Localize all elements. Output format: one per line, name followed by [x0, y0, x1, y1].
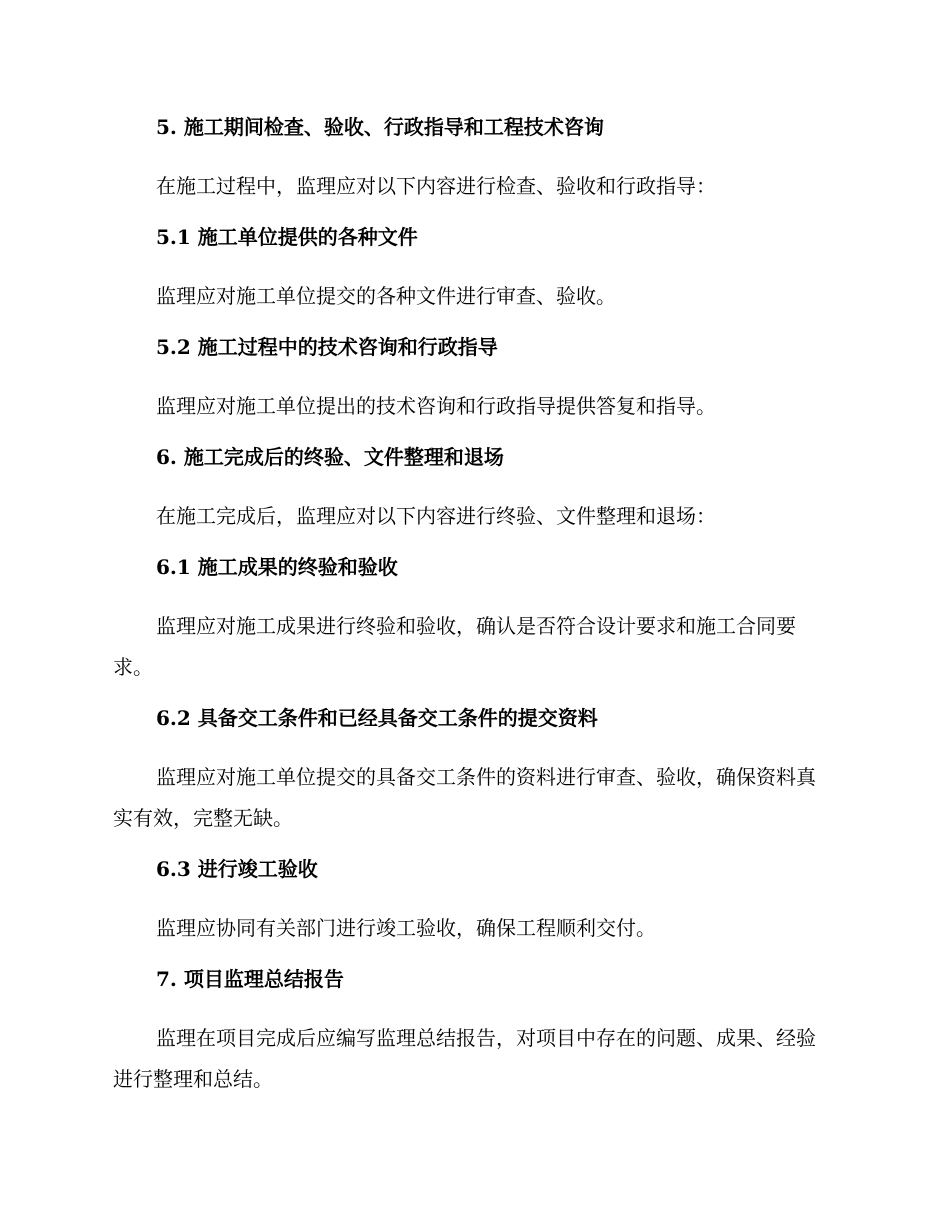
section-heading-5-2: 5.2 施工过程中的技术咨询和行政指导 — [156, 335, 498, 359]
document-body — [113, 111, 833, 1100]
paragraph: 监理在项目完成后应编写监理总结报告，对项目中存在的问题、成果、经验进行整理和总结。 — [113, 1026, 816, 1091]
section-heading-7: 7. 项目监理总结报告 — [156, 967, 344, 991]
section-heading-5-1: 5.1 施工单位提供的各种文件 — [156, 225, 418, 249]
paragraph: 在施工过程中，监理应对以下内容进行检查、验收和行政指导： — [156, 174, 716, 198]
paragraph: 监理应对施工成果进行终验和验收，确认是否符合设计要求和施工合同要求。 — [113, 614, 796, 679]
paragraph: 监理应对施工单位提交的各种文件进行审查、验收。 — [156, 284, 616, 308]
section-heading-6: 6. 施工完成后的终验、文件整理和退场 — [156, 445, 504, 469]
paragraph: 监理应对施工单位提出的技术咨询和行政指导提供答复和指导。 — [156, 394, 716, 418]
paragraph: 在施工完成后，监理应对以下内容进行终验、文件整理和退场： — [156, 504, 716, 528]
paragraph: 监理应对施工单位提交的具备交工条件的资料进行审查、验收，确保资料真实有效，完整无缺。 — [113, 765, 816, 830]
section-heading-6-1: 6.1 施工成果的终验和验收 — [156, 555, 398, 579]
section-heading-6-2: 6.2 具备交工条件和已经具备交工条件的提交资料 — [156, 706, 598, 730]
section-heading-5: 5. 施工期间检查、验收、行政指导和工程技术咨询 — [156, 115, 604, 139]
section-heading-6-3: 6.3 进行竣工验收 — [156, 857, 318, 881]
paragraph: 监理应协同有关部门进行竣工验收，确保工程顺利交付。 — [156, 916, 656, 940]
